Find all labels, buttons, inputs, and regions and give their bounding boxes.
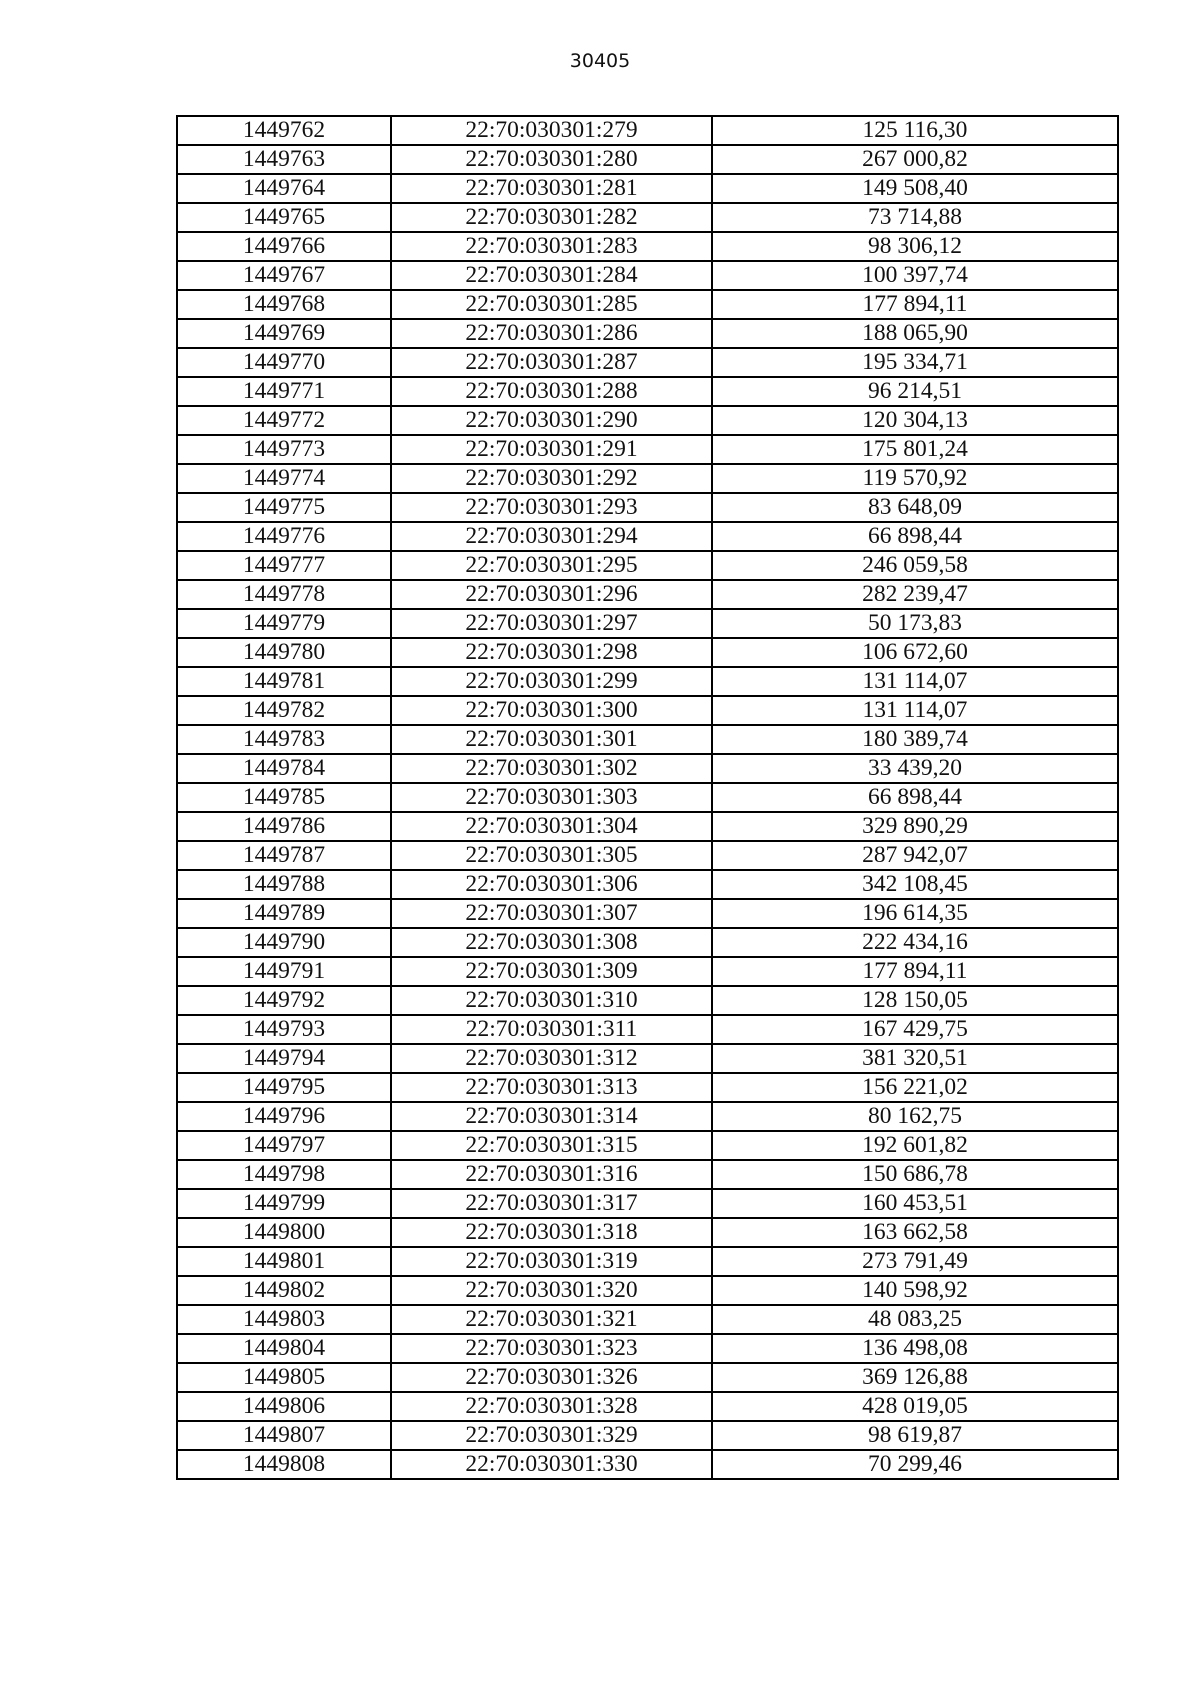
cadastral-number-cell: 22:70:030301:303 (391, 783, 712, 812)
table-row (177, 1276, 1118, 1305)
value-cell: 428 019,05 (712, 1392, 1118, 1421)
value-cell: 66 898,44 (712, 783, 1118, 812)
row-id-cell: 1449772 (177, 406, 391, 435)
table-row (177, 1421, 1118, 1450)
value-cell: 175 801,24 (712, 435, 1118, 464)
row-id-cell: 1449777 (177, 551, 391, 580)
table-row (177, 1305, 1118, 1334)
row-id-cell: 1449765 (177, 203, 391, 232)
value-cell: 70 299,46 (712, 1450, 1118, 1479)
cadastral-number-cell: 22:70:030301:308 (391, 928, 712, 957)
table-row (177, 116, 1118, 145)
row-id-cell: 1449806 (177, 1392, 391, 1421)
cadastral-number-cell: 22:70:030301:280 (391, 145, 712, 174)
table-row (177, 783, 1118, 812)
cadastral-number-cell: 22:70:030301:313 (391, 1073, 712, 1102)
row-id-cell: 1449802 (177, 1276, 391, 1305)
value-cell: 128 150,05 (712, 986, 1118, 1015)
row-id-cell: 1449796 (177, 1102, 391, 1131)
row-id-cell: 1449803 (177, 1305, 391, 1334)
value-cell: 329 890,29 (712, 812, 1118, 841)
value-cell: 177 894,11 (712, 957, 1118, 986)
row-id-cell: 1449791 (177, 957, 391, 986)
row-id-cell: 1449776 (177, 522, 391, 551)
table-row (177, 667, 1118, 696)
value-cell: 140 598,92 (712, 1276, 1118, 1305)
row-id-cell: 1449797 (177, 1131, 391, 1160)
value-cell: 195 334,71 (712, 348, 1118, 377)
table-row (177, 522, 1118, 551)
row-id-cell: 1449800 (177, 1218, 391, 1247)
value-cell: 167 429,75 (712, 1015, 1118, 1044)
cadastral-number-cell: 22:70:030301:288 (391, 377, 712, 406)
cadastral-number-cell: 22:70:030301:316 (391, 1160, 712, 1189)
table-row (177, 1102, 1118, 1131)
row-id-cell: 1449784 (177, 754, 391, 783)
cadastral-number-cell: 22:70:030301:279 (391, 116, 712, 145)
value-cell: 160 453,51 (712, 1189, 1118, 1218)
cadastral-number-cell: 22:70:030301:285 (391, 290, 712, 319)
table-row (177, 1363, 1118, 1392)
cadastral-number-cell: 22:70:030301:326 (391, 1363, 712, 1392)
value-cell: 98 306,12 (712, 232, 1118, 261)
value-cell: 163 662,58 (712, 1218, 1118, 1247)
row-id-cell: 1449775 (177, 493, 391, 522)
value-cell: 83 648,09 (712, 493, 1118, 522)
row-id-cell: 1449789 (177, 899, 391, 928)
value-cell: 98 619,87 (712, 1421, 1118, 1450)
cadastral-number-cell: 22:70:030301:329 (391, 1421, 712, 1450)
row-id-cell: 1449764 (177, 174, 391, 203)
table-row (177, 638, 1118, 667)
table-row (177, 261, 1118, 290)
row-id-cell: 1449779 (177, 609, 391, 638)
table-row (177, 957, 1118, 986)
cadastral-number-cell: 22:70:030301:301 (391, 725, 712, 754)
table-row (177, 493, 1118, 522)
table-row (177, 1392, 1118, 1421)
cadastral-number-cell: 22:70:030301:298 (391, 638, 712, 667)
table-row (177, 377, 1118, 406)
table-row (177, 725, 1118, 754)
value-cell: 120 304,13 (712, 406, 1118, 435)
row-id-cell: 1449799 (177, 1189, 391, 1218)
value-cell: 381 320,51 (712, 1044, 1118, 1073)
row-id-cell: 1449785 (177, 783, 391, 812)
row-id-cell: 1449805 (177, 1363, 391, 1392)
cadastral-number-cell: 22:70:030301:305 (391, 841, 712, 870)
table-row (177, 609, 1118, 638)
cadastral-number-cell: 22:70:030301:317 (391, 1189, 712, 1218)
value-cell: 342 108,45 (712, 870, 1118, 899)
table-row (177, 1131, 1118, 1160)
table-row (177, 1189, 1118, 1218)
row-id-cell: 1449774 (177, 464, 391, 493)
table-row (177, 1247, 1118, 1276)
cadastral-number-cell: 22:70:030301:290 (391, 406, 712, 435)
table-row (177, 203, 1118, 232)
cadastral-number-cell: 22:70:030301:299 (391, 667, 712, 696)
value-cell: 273 791,49 (712, 1247, 1118, 1276)
row-id-cell: 1449786 (177, 812, 391, 841)
row-id-cell: 1449795 (177, 1073, 391, 1102)
value-cell: 96 214,51 (712, 377, 1118, 406)
cadastral-number-cell: 22:70:030301:297 (391, 609, 712, 638)
cadastral-number-cell: 22:70:030301:319 (391, 1247, 712, 1276)
table-row (177, 145, 1118, 174)
cadastral-number-cell: 22:70:030301:300 (391, 696, 712, 725)
value-cell: 131 114,07 (712, 667, 1118, 696)
value-cell: 73 714,88 (712, 203, 1118, 232)
table-row (177, 1160, 1118, 1189)
table-row (177, 551, 1118, 580)
row-id-cell: 1449762 (177, 116, 391, 145)
row-id-cell: 1449780 (177, 638, 391, 667)
row-id-cell: 1449783 (177, 725, 391, 754)
value-cell: 48 083,25 (712, 1305, 1118, 1334)
value-cell: 282 239,47 (712, 580, 1118, 609)
registry-table (176, 115, 1119, 1480)
value-cell: 369 126,88 (712, 1363, 1118, 1392)
value-cell: 192 601,82 (712, 1131, 1118, 1160)
value-cell: 106 672,60 (712, 638, 1118, 667)
row-id-cell: 1449767 (177, 261, 391, 290)
table-row (177, 1334, 1118, 1363)
table-row (177, 1218, 1118, 1247)
table-row (177, 1015, 1118, 1044)
cadastral-number-cell: 22:70:030301:291 (391, 435, 712, 464)
cadastral-number-cell: 22:70:030301:283 (391, 232, 712, 261)
table-row (177, 348, 1118, 377)
row-id-cell: 1449781 (177, 667, 391, 696)
value-cell: 119 570,92 (712, 464, 1118, 493)
cadastral-number-cell: 22:70:030301:282 (391, 203, 712, 232)
row-id-cell: 1449787 (177, 841, 391, 870)
row-id-cell: 1449782 (177, 696, 391, 725)
row-id-cell: 1449794 (177, 1044, 391, 1073)
registry-table-body (177, 116, 1118, 1479)
cadastral-number-cell: 22:70:030301:318 (391, 1218, 712, 1247)
value-cell: 177 894,11 (712, 290, 1118, 319)
cadastral-number-cell: 22:70:030301:320 (391, 1276, 712, 1305)
cadastral-number-cell: 22:70:030301:307 (391, 899, 712, 928)
cadastral-number-cell: 22:70:030301:292 (391, 464, 712, 493)
row-id-cell: 1449807 (177, 1421, 391, 1450)
value-cell: 180 389,74 (712, 725, 1118, 754)
value-cell: 267 000,82 (712, 145, 1118, 174)
row-id-cell: 1449804 (177, 1334, 391, 1363)
table-row (177, 435, 1118, 464)
cadastral-number-cell: 22:70:030301:284 (391, 261, 712, 290)
cadastral-number-cell: 22:70:030301:296 (391, 580, 712, 609)
table-row (177, 841, 1118, 870)
value-cell: 80 162,75 (712, 1102, 1118, 1131)
table-row (177, 812, 1118, 841)
cadastral-number-cell: 22:70:030301:302 (391, 754, 712, 783)
cadastral-number-cell: 22:70:030301:286 (391, 319, 712, 348)
row-id-cell: 1449792 (177, 986, 391, 1015)
table-row (177, 928, 1118, 957)
table-row (177, 696, 1118, 725)
row-id-cell: 1449773 (177, 435, 391, 464)
table-row (177, 464, 1118, 493)
table-row (177, 986, 1118, 1015)
row-id-cell: 1449769 (177, 319, 391, 348)
table-row (177, 1044, 1118, 1073)
cadastral-number-cell: 22:70:030301:314 (391, 1102, 712, 1131)
table-row (177, 1073, 1118, 1102)
cadastral-number-cell: 22:70:030301:304 (391, 812, 712, 841)
value-cell: 246 059,58 (712, 551, 1118, 580)
value-cell: 150 686,78 (712, 1160, 1118, 1189)
row-id-cell: 1449768 (177, 290, 391, 319)
table-row (177, 290, 1118, 319)
row-id-cell: 1449763 (177, 145, 391, 174)
cadastral-number-cell: 22:70:030301:293 (391, 493, 712, 522)
value-cell: 222 434,16 (712, 928, 1118, 957)
cadastral-number-cell: 22:70:030301:309 (391, 957, 712, 986)
table-row (177, 174, 1118, 203)
cadastral-number-cell: 22:70:030301:315 (391, 1131, 712, 1160)
value-cell: 125 116,30 (712, 116, 1118, 145)
value-cell: 149 508,40 (712, 174, 1118, 203)
value-cell: 100 397,74 (712, 261, 1118, 290)
cadastral-number-cell: 22:70:030301:321 (391, 1305, 712, 1334)
cadastral-number-cell: 22:70:030301:323 (391, 1334, 712, 1363)
row-id-cell: 1449770 (177, 348, 391, 377)
row-id-cell: 1449798 (177, 1160, 391, 1189)
row-id-cell: 1449771 (177, 377, 391, 406)
row-id-cell: 1449778 (177, 580, 391, 609)
cadastral-number-cell: 22:70:030301:295 (391, 551, 712, 580)
cadastral-number-cell: 22:70:030301:306 (391, 870, 712, 899)
row-id-cell: 1449801 (177, 1247, 391, 1276)
row-id-cell: 1449808 (177, 1450, 391, 1479)
table-row (177, 870, 1118, 899)
cadastral-number-cell: 22:70:030301:328 (391, 1392, 712, 1421)
table-row (177, 580, 1118, 609)
table-row (177, 899, 1118, 928)
value-cell: 196 614,35 (712, 899, 1118, 928)
row-id-cell: 1449788 (177, 870, 391, 899)
value-cell: 66 898,44 (712, 522, 1118, 551)
page-number: 30405 (569, 50, 631, 72)
value-cell: 188 065,90 (712, 319, 1118, 348)
value-cell: 33 439,20 (712, 754, 1118, 783)
row-id-cell: 1449793 (177, 1015, 391, 1044)
value-cell: 131 114,07 (712, 696, 1118, 725)
cadastral-number-cell: 22:70:030301:310 (391, 986, 712, 1015)
value-cell: 50 173,83 (712, 609, 1118, 638)
value-cell: 287 942,07 (712, 841, 1118, 870)
table-row (177, 754, 1118, 783)
row-id-cell: 1449790 (177, 928, 391, 957)
cadastral-number-cell: 22:70:030301:311 (391, 1015, 712, 1044)
table-row (177, 319, 1118, 348)
row-id-cell: 1449766 (177, 232, 391, 261)
table-row (177, 1450, 1118, 1479)
cadastral-number-cell: 22:70:030301:312 (391, 1044, 712, 1073)
table-row (177, 232, 1118, 261)
cadastral-number-cell: 22:70:030301:287 (391, 348, 712, 377)
cadastral-number-cell: 22:70:030301:281 (391, 174, 712, 203)
value-cell: 156 221,02 (712, 1073, 1118, 1102)
cadastral-number-cell: 22:70:030301:294 (391, 522, 712, 551)
value-cell: 136 498,08 (712, 1334, 1118, 1363)
cadastral-number-cell: 22:70:030301:330 (391, 1450, 712, 1479)
table-row (177, 406, 1118, 435)
